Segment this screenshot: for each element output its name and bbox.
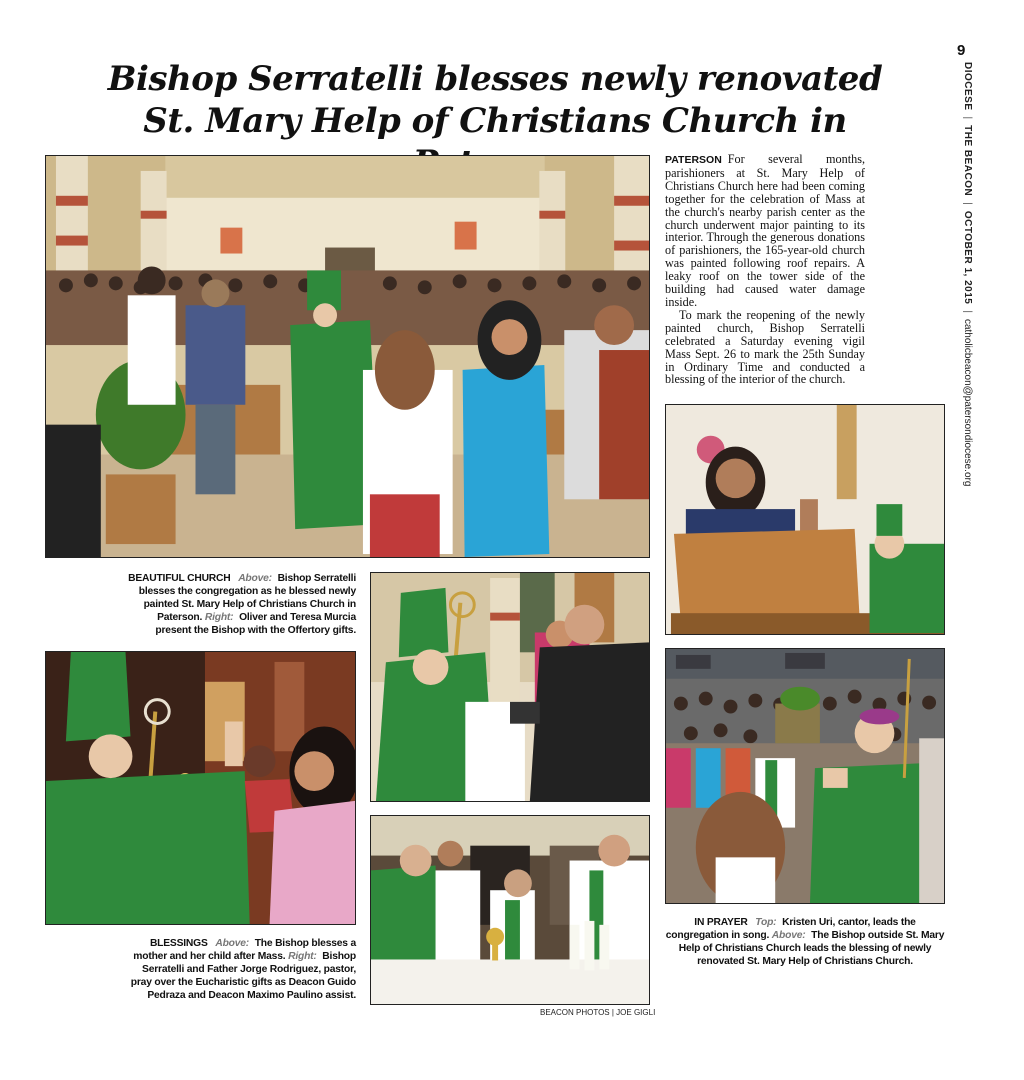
caption-kicker: BEAUTIFUL CHURCH bbox=[128, 573, 231, 584]
photo-blessing-mother-child bbox=[45, 651, 356, 925]
folio-publication: THE BEACON bbox=[962, 125, 973, 197]
photo-cantor bbox=[665, 404, 945, 635]
folio-section: DIOCESE bbox=[962, 62, 973, 111]
caption-beautiful-church: BEAUTIFUL CHURCH Above: Bishop Serratelli blesses the congregation as he blessed newly painted St. Mary Help of Christians Church in Paterson. Right: Oliver and Teresa Murcia present the Bishop with the Offertory gifts. bbox=[128, 573, 356, 636]
dateline: PATERSON bbox=[665, 154, 722, 166]
photo-credit: BEACON PHOTOS | JOE GIGLI bbox=[540, 1008, 656, 1017]
article-paragraph-1: PATERSON For several months, parishioners at St. Mary Help of Christians Church here had been coming together for the celebration of Mass at the church's nearby parish center as the church underwent major painting to its interior. Through the generous donations of parishioners, the 165-year-old church was painted following roof repairs. A leaky roof on the tower side of the building had caused water damage inside. bbox=[665, 152, 865, 309]
headline-line-1: Bishop Serratelli blesses newly renovated bbox=[107, 59, 883, 99]
vertical-folio: DIOCESE|THE BEACON|OCTOBER 1, 2015|catholicbeacon@patersondiocese.org bbox=[962, 62, 973, 487]
photo-offertory-gifts bbox=[370, 572, 650, 802]
article-body bbox=[665, 153, 865, 386]
caption-kicker: BLESSINGS bbox=[149, 938, 208, 949]
caption-blessings: BLESSINGS Above: The Bishop blesses a mother and her child after Mass. Right: Bishop Serratelli and Father Jorge Rodriguez, pastor, pray over the Eucharistic gifts as Deacon Guido Pedraza and Deacon Maximo Paulino assist. bbox=[130, 938, 356, 1001]
caption-kicker: IN PRAYER bbox=[694, 917, 748, 928]
photo-bishop-outside bbox=[665, 648, 945, 904]
folio-website: catholicbeacon@patersondiocese.org bbox=[962, 318, 973, 487]
caption-in-prayer: IN PRAYER Top: Kristen Uri, cantor, leads the congregation in song. Above: The Bishop outside St. Mary Help of Christians Church leads the blessing of newly renovated St. Mary Help of Christians Church. bbox=[665, 917, 945, 967]
page-number: 9 bbox=[957, 42, 966, 59]
photo-church-interior bbox=[45, 155, 650, 558]
photo-eucharistic-gifts bbox=[370, 815, 650, 1005]
headline-line-2: St. Mary Help of Christians Church in bbox=[143, 101, 847, 141]
article-paragraph-2: To mark the reopening of the newly painted church, Bishop Serratelli celebrated a Saturday evening vigil Mass Sept. 26 to mark the 25th Sunday in Ordinary Time and conducted a blessing of the interior of the church. bbox=[665, 307, 865, 387]
folio-date: OCTOBER 1, 2015 bbox=[962, 210, 973, 305]
